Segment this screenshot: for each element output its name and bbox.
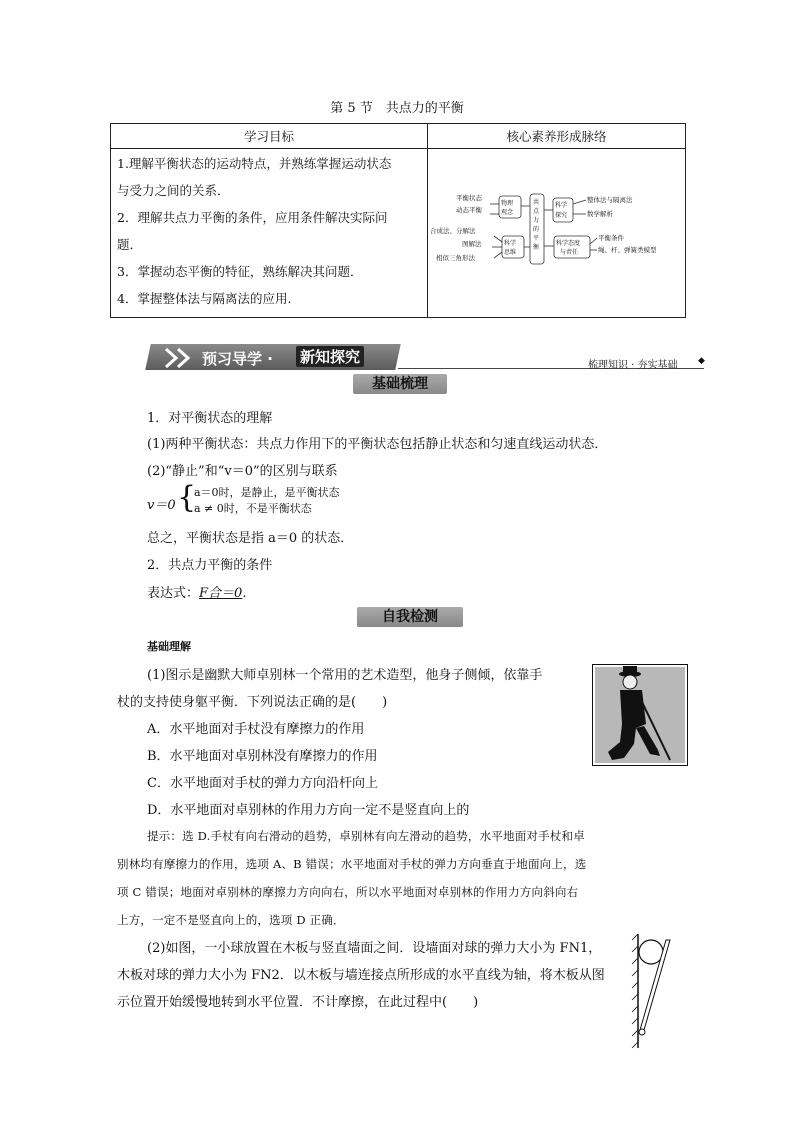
- map-item: 整体法与隔离法: [587, 196, 633, 204]
- basic-heading-1: 1．对平衡状态的理解: [147, 411, 273, 426]
- basic-heading-2: 2．共点力平衡的条件: [147, 558, 273, 573]
- question-2-line: (2)如图，一小球放置在木板与竖直墙面之间．设墙面对球的弹力大小为 FN1，: [147, 941, 602, 956]
- svg-text:与责任: 与责任: [560, 249, 579, 256]
- map-item: 绳、杆、弹簧类模型: [598, 246, 657, 254]
- option-b: B．水平地面对卓别林没有摩擦力的作用: [147, 749, 378, 764]
- hint-line: 提示：选 D.手杖有向右滑动的趋势，卓别林有向左滑动的趋势，水平地面对手杖和卓: [147, 829, 585, 843]
- question-2-line: 木板对球的弹力大小为 FN2．以木板与墙连接点所形成的水平直线为轴，将木板从图: [117, 968, 605, 983]
- map-item: 平衡状态: [456, 194, 482, 202]
- svg-text:科学: 科学: [504, 240, 517, 247]
- svg-text:探究: 探究: [555, 212, 568, 219]
- svg-text:共: 共: [533, 199, 540, 206]
- col-header-literacy: 核心素养形成脉络: [428, 124, 686, 149]
- section-basic-header: 基础梳理: [353, 374, 447, 394]
- goal-line: 2．理解共点力平衡的条件，应用条件解决实际问: [117, 210, 388, 225]
- hint-line: 上方，一定不是竖直向上的，选项 D 正确．: [117, 913, 345, 927]
- expression-end: .: [242, 586, 247, 601]
- expression-label: 表达式：: [147, 586, 200, 601]
- basic-para-3: 总之，平衡状态是指 a＝0 的状态．: [147, 531, 354, 546]
- option-d: D．水平地面对卓别林的作用力方向一定不是竖直向上的: [147, 803, 470, 818]
- expression-formula: F合＝0: [199, 586, 243, 601]
- banner-subtitle: 梳理知识 · 夯实基础: [588, 360, 678, 371]
- svg-text:平: 平: [533, 235, 540, 242]
- expression-line: [147, 582, 246, 601]
- svg-text:的: 的: [533, 226, 540, 233]
- chaplin-figure-image: [592, 664, 688, 766]
- ball-board-wall-figure: [626, 930, 682, 1052]
- svg-text:力: 力: [533, 217, 540, 224]
- section-check-header: 自我检测: [357, 607, 463, 627]
- banner-highlight: 新知探究: [296, 346, 364, 367]
- map-item: 图解法: [462, 240, 482, 248]
- svg-text:科学: 科学: [555, 202, 568, 209]
- map-item: 数学解析: [587, 210, 613, 218]
- goal-line: 3．掌握动态平衡的特征，熟练解决其问题．: [117, 264, 363, 279]
- svg-text:观念: 观念: [501, 209, 514, 216]
- goal-line: 题．: [117, 237, 143, 252]
- literacy-concept-map: [426, 190, 684, 270]
- goal-line: 1.理解平衡状态的运动特点，并熟练掌握运动状态: [117, 156, 392, 171]
- goal-line: 4．掌握整体法与隔离法的应用.: [117, 291, 292, 306]
- map-item: 平衡条件: [598, 234, 624, 242]
- question-1-line: (1)图示是幽默大师卓别林一个常用的艺术造型，他身子侧倾，依靠手: [147, 668, 543, 683]
- section-banner: [148, 344, 708, 372]
- map-item: 动态平衡: [456, 206, 482, 214]
- basic-para-1: (1)两种平衡状态：共点力作用下的平衡状态包括静止状态和匀速直线运动状态．: [147, 437, 608, 452]
- map-item: 合成法、分解法: [430, 227, 476, 235]
- goal-line: 与受力之间的关系．: [117, 183, 230, 198]
- option-c: C．水平地面对手杖的弹力方向沿杆向上: [147, 776, 378, 791]
- page-title: 第 5 节 共点力的平衡: [330, 101, 464, 116]
- diamond-icon: ◆: [698, 356, 705, 366]
- basic-para-2: (2)“静止”和“v＝0”的区别与联系: [147, 464, 338, 479]
- svg-text:思维: 思维: [504, 249, 517, 256]
- brace-symbol: {: [177, 480, 197, 515]
- banner-label: 预习导学 ·: [202, 350, 273, 368]
- check-subheading: 基础理解: [147, 640, 191, 653]
- case-static: a＝0时，是静止，是平衡状态: [194, 486, 340, 499]
- option-a: A．水平地面对手杖没有摩擦力的作用: [147, 722, 365, 737]
- col-header-goals: 学习目标: [111, 124, 428, 149]
- svg-text:点: 点: [533, 208, 540, 215]
- map-item: 相似三角形法: [436, 254, 475, 262]
- chevron-right-icon: [162, 347, 198, 369]
- svg-text:科学态度: 科学态度: [556, 240, 581, 247]
- hint-line: 项 C 错误；地面对卓别林的摩擦力方向向右，所以水平地面对卓别林的作用力方向斜向右: [117, 885, 579, 899]
- hint-line: 别林均有摩擦力的作用，选项 A、B 错误；水平地面对手杖的弹力方向垂直于地面向上，选: [117, 857, 587, 871]
- case-not-balanced: a ≠ 0时，不是平衡状态: [194, 502, 312, 515]
- svg-text:物理: 物理: [501, 200, 514, 207]
- velocity-equation: v＝0: [147, 498, 176, 513]
- question-1-line: 杖的支持使身躯平衡．下列说法正确的是( ): [117, 695, 388, 710]
- question-2-line: 示位置开始缓慢地转到水平位置．不计摩擦，在此过程中( ): [117, 995, 479, 1010]
- svg-text:衡: 衡: [533, 244, 540, 251]
